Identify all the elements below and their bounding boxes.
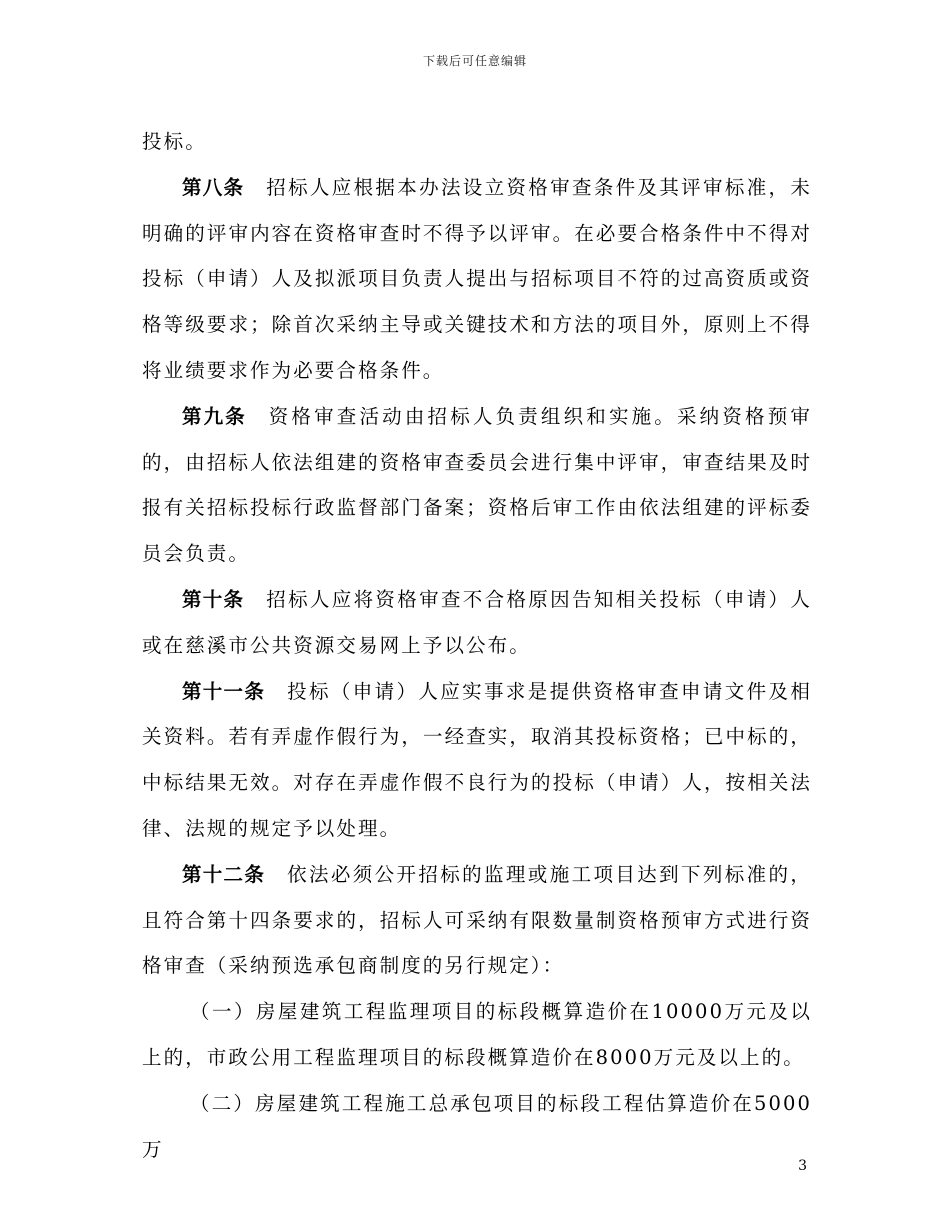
article-heading: 第十一条 — [182, 679, 266, 703]
paragraph-text: （一）房屋建筑工程监理项目的标段概算造价在10000万元及以上的，市政公用工程监理项目的标段概算造价在8000万元及以上的。 — [142, 1000, 812, 1069]
paragraph-text: 投标（申请）人应实事求是提供资格审查申请文件及相关资料。若有弄虚作假行为，一经查实，取消其投标资格；已中标的，中标结果无效。对存在弄虚作假不良行为的投标（申请）人，按相关法律、法规的规定予以处理。 — [142, 679, 812, 840]
paragraph-text: 招标人应将资格审查不合格原因告知相关投标（申请）人或在慈溪市公共资源交易网上予以公布。 — [142, 587, 812, 657]
paragraph-text: 资格审查活动由招标人负责组织和实施。采纳资格预审的，由招标人依法组建的资格审查委员会进行集中评审，审查结果及时报有关招标投标行政监督部门备案；资格后审工作由依法组建的评标委员会负责。 — [142, 404, 812, 566]
article-8 — [142, 165, 812, 394]
article-heading: 第八条 — [182, 175, 245, 199]
paragraph-text: 依法必须公开招标的监理或施工项目达到下列标准的，且符合第十四条要求的，招标人可采纳有限数量制资格预审方式进行资格审查（采纳预选承包商制度的另行规定）： — [142, 862, 812, 978]
sub-item-1 — [142, 989, 812, 1081]
document-body — [142, 119, 812, 1172]
sub-item-2 — [142, 1081, 812, 1173]
paragraph — [142, 119, 812, 165]
paragraph-text: 投标。 — [142, 130, 207, 153]
article-9 — [142, 394, 812, 577]
article-10 — [142, 577, 812, 669]
paragraph-text: 招标人应根据本办法设立资格审查条件及其评审标准，未明确的评审内容在资格审查时不得予以评审。在必要合格条件中不得对投标（申请）人及拟派项目负责人提出与招标项目不符的过高资质或资格等级要求；除首次采纳主导或关键技术和方法的项目外，原则上不得将业绩要求作为必要合格条件。 — [142, 175, 812, 382]
article-11 — [142, 669, 812, 852]
article-12 — [142, 852, 812, 989]
paragraph-text: （二）房屋建筑工程施工总承包项目的标段工程估算造价在5000万 — [142, 1091, 812, 1161]
article-heading: 第十二条 — [182, 862, 266, 886]
article-heading: 第十条 — [182, 587, 245, 611]
page-header: 下载后可任意编辑 — [422, 54, 527, 68]
page-number: 3 — [798, 1158, 807, 1174]
article-heading: 第九条 — [182, 404, 247, 428]
